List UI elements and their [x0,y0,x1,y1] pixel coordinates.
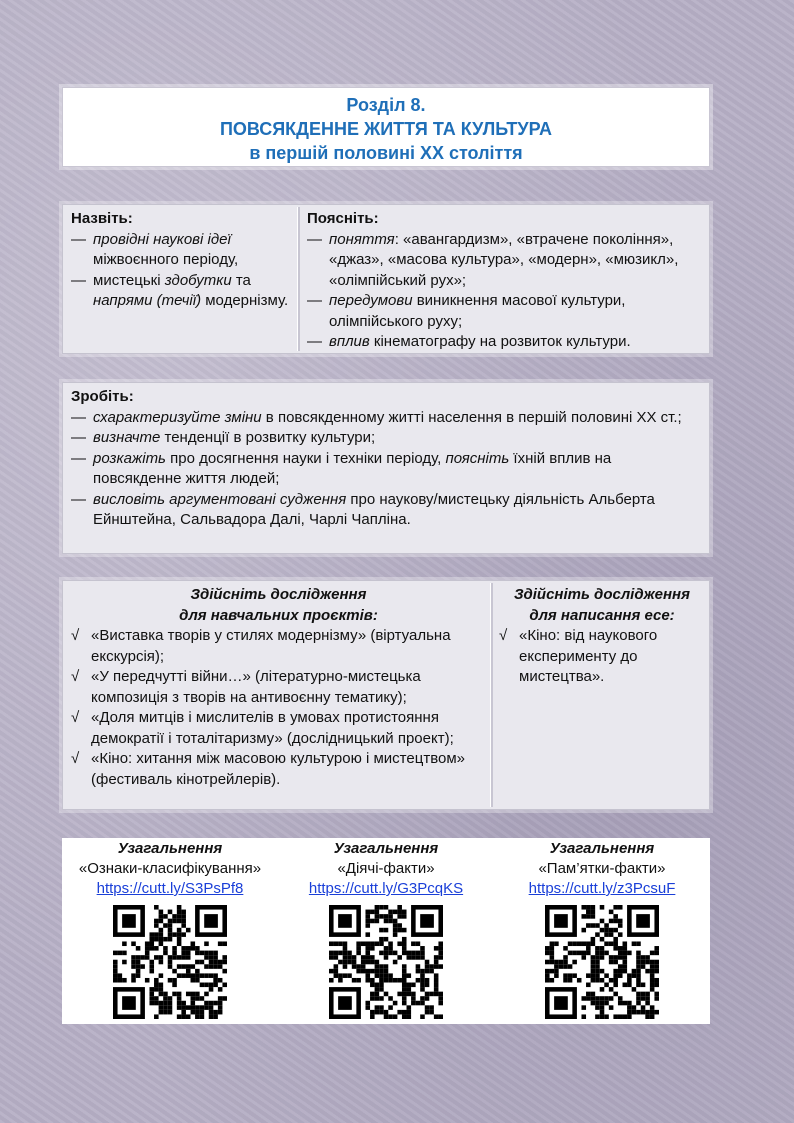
name-explain-panel [62,204,710,354]
section-title [62,87,710,167]
list-item: √ «Кіно: хитання між масовою культурою і мистецтвом» (фестиваль кінотрейлерів). [71,750,465,788]
essay-subheading: для написання есе: [529,606,675,624]
column-divider [490,583,493,807]
list-item: — розкажіть про досягнення науки і техніки періоду, поясніть їхній вплив на повсякденне життя людей; [71,449,612,487]
summary-title: Узагальнення [549,840,655,857]
summary-column [494,838,710,1019]
qr-code-icon[interactable] [545,905,659,1019]
list-item: — передумови виникнення масової культури, олімпійського руху; [307,292,626,330]
list-item: √ «Доля митців і мислителів в умовах протистояння демократії і тоталітаризму» (дослідницький проект); [71,709,454,747]
explain-block [307,209,707,353]
summary-link[interactable]: https://cutt.ly/G3PcqKS [308,880,464,897]
summary-title: Узагальнення [333,840,439,857]
list-item: √ «Виставка творів у стилях модернізму» (віртуальна екскурсія); [71,627,451,665]
name-heading: Назвіть: [71,210,133,227]
qr-code-icon[interactable] [329,905,443,1019]
research-panel [62,580,710,810]
list-item: — поняття: «авангардизм», «втрачене покоління», «джаз», «масова культура», «модерн», «мюзикл», «олімпійський рух»; [307,230,679,289]
summary-link[interactable]: https://cutt.ly/S3PsPf8 [96,880,244,897]
essay-block [499,585,705,688]
list-item: — висловіть аргументовані судження про наукову/мистецьку діяльність Альберта Ейнштейна, Сальвадора Далі, Чарлі Чапліна. [71,490,655,528]
list-item: √ «Кіно: від наукового експерименту до мистецтва». [499,627,658,685]
summary-subtitle: «Пам’ятки-факти» [538,860,666,877]
summary-link[interactable]: https://cutt.ly/z3PcsuF [528,880,676,897]
summary-column [62,838,278,1019]
explain-heading: Поясніть: [307,210,379,227]
name-block [71,209,296,312]
section-subheading: в першій половині ХХ століття [249,143,523,163]
summary-subtitle: «Ознаки-класифікування» [78,860,262,877]
section-heading: ПОВСЯКДЕННЕ ЖИТТЯ ТА КУЛЬТУРА [219,119,553,139]
list-item: — мистецькі здобутки та напрями (течії) модернізму. [71,271,289,309]
list-item: — провідні наукові ідеї міжвоєнного періоду, [71,230,239,268]
essay-heading: Здійсніть дослідження [514,586,690,603]
summary-column [278,838,494,1019]
summary-subtitle: «Діячі-факти» [337,860,435,877]
do-panel [62,382,710,554]
section-number: Розділ 8. [346,95,426,115]
list-item: — схарактеризуйте зміни в повсякденному житті населення в першій половині ХХ ст.; [71,408,682,426]
projects-block [71,585,486,790]
column-divider [297,207,300,351]
projects-heading: Здійсніть дослідження [190,586,367,603]
summary-title: Узагальнення [117,840,223,857]
projects-subheading: для навчальних проєктів: [179,606,378,624]
list-item: — вплив кінематографу на розвиток культури. [307,333,631,350]
do-heading: Зробіть: [71,388,134,405]
qr-code-icon[interactable] [113,905,227,1019]
list-item: — визначте тенденції в розвитку культури; [71,429,376,446]
list-item: √ «У передчутті війни…» (літературно-мистецька композиція з творів на антивоєнну тематику); [71,668,421,706]
do-block [71,387,703,531]
summaries-panel [62,838,710,1024]
